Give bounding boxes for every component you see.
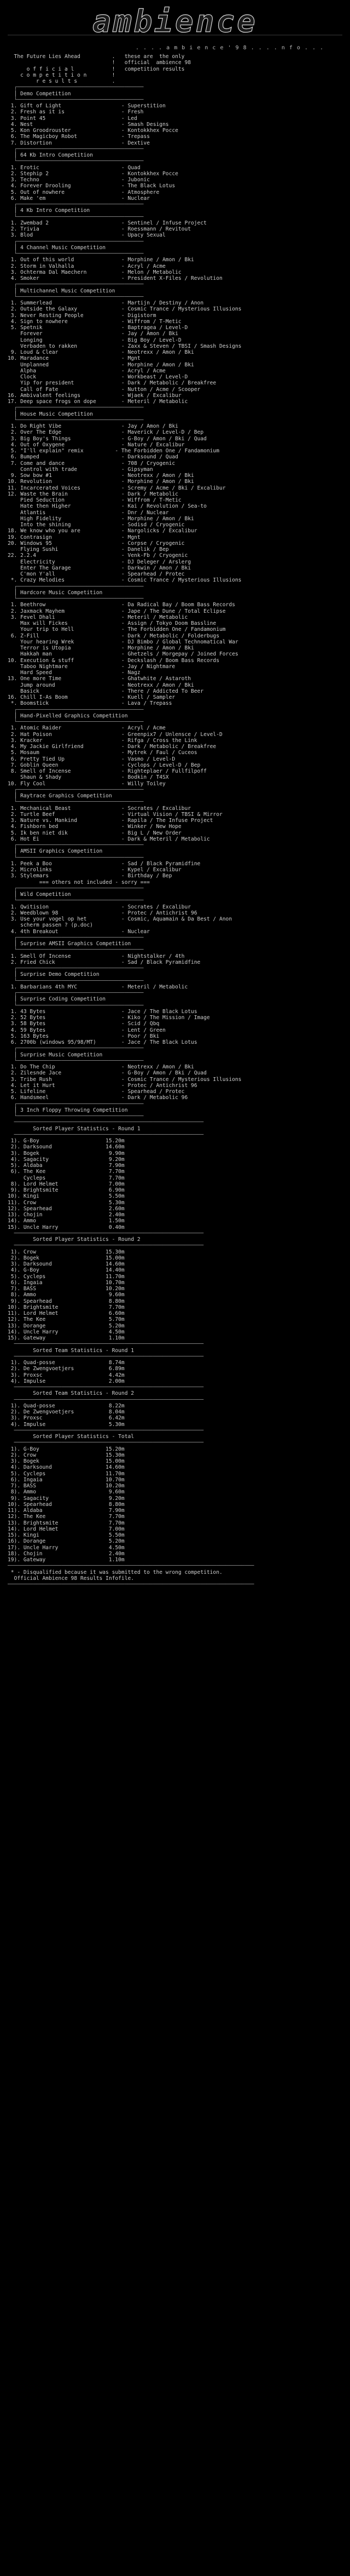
result-entry: 5. Out of nowhere - Atmosphere xyxy=(8,189,160,196)
tagline: . . . . a m b i e n c e ' 9 8 . . . . n f o . . . xyxy=(136,45,324,51)
stats-row: 4). Impulse 5.30m xyxy=(8,1421,125,1428)
stats-row: 5). Cycleps 11.70m xyxy=(8,1470,125,1477)
result-entry: 6. Handsmeel - Dark / Metabolic 96 xyxy=(8,1095,188,1101)
stats-row: 16). Dorange 5.20m xyxy=(8,1538,125,1545)
result-entry: 5. 163 Bytes - Poor / Bki xyxy=(8,1033,160,1039)
result-entry: 10. Fly Cool - Willy Toiley xyxy=(8,780,166,787)
result-entry: 3. Never Resting People - Digistorm xyxy=(8,312,156,319)
stats-row: 11). Lord Helmet 6.60m xyxy=(8,1310,125,1316)
stats-row: 12). The Kee 7.70m xyxy=(8,1514,125,1520)
result-entry: 2. Turtle Beef - Virtual Vision / TBSI & Mirror xyxy=(8,811,223,818)
result-entry: 4. Sign to nowhere - Wiffrom / T-Metic xyxy=(8,318,182,325)
ascii-border: └──────────────────────────────────────── xyxy=(8,1113,144,1119)
stats-row: 6). The Kee 7.70m xyxy=(8,1169,125,1175)
ascii-border: ──────────────────────────────────────────────────────────── xyxy=(8,1131,204,1138)
stats-row: 1). Quad-posse 8.74m xyxy=(8,1360,125,1366)
ascii-border: └──────────────────────────────────────── xyxy=(8,947,144,953)
ascii-border: ┌──────────────────────────────────────── xyxy=(8,1045,144,1052)
result-entry: 3. Techno - Jubonic xyxy=(8,177,150,183)
ascii-border: ┌──────────────────────────────────────── xyxy=(8,1101,144,1107)
ascii-border: ┌──────────────────────────────────────── xyxy=(8,281,144,288)
result-entry: 3. 58 Bytes - Scid / Qbq xyxy=(8,1021,160,1027)
section-title: Wild Competition xyxy=(20,892,71,898)
section-header: │ 4 Channel Music Competition xyxy=(8,244,106,251)
ascii-border: ──────────────────────────────────────────────────────────── xyxy=(8,1230,204,1237)
ascii-border: ┌──────────────────────────────────────── xyxy=(8,885,144,892)
result-entry: 3. Point 45 - Led xyxy=(8,115,137,122)
result-entry: 1. Atomic Raider - Acryl / Acme xyxy=(8,725,166,732)
result-entry: Shaun & Shady - Bodkin / T4SX xyxy=(8,774,169,781)
stats-row: 10). Spearhead 8.80m xyxy=(8,1501,125,1508)
result-entry: 13. One more Time - Ghatwhite / Astaroth xyxy=(8,676,191,682)
section-header: │ 64 Kb Intro Competition xyxy=(8,152,93,158)
ascii-border: ┌──────────────────────────────────────── xyxy=(8,405,144,411)
result-entry: 3. Fevel Dhali - Meteril / Metabolic xyxy=(8,614,188,620)
section-header: │ Wild Competition xyxy=(8,892,71,898)
result-entry: 4. Fishborn bed - Winker / New Hope xyxy=(8,824,182,830)
result-entry: Basick - There / Addicted To Beer xyxy=(8,688,204,694)
section-header: │ AMSII Graphics Competition xyxy=(8,848,103,855)
result-entry: Alpha - Acryl / Acme xyxy=(8,367,166,374)
result-entry: 5. Spetnik - Baptragea / Level-D xyxy=(8,325,188,331)
result-entry: Jump around - Neotrexx / Amon / Bki xyxy=(8,682,194,688)
result-entry: 10. Maradance - Mgnt xyxy=(8,355,141,362)
result-entry: 20. Windows 95 - Corpse / Cryogenic xyxy=(8,540,185,547)
result-entry: 6. Pretty Tied Up - Vasmo / Level-D xyxy=(8,756,176,762)
result-entry: 7. Distortion - Dextive xyxy=(8,140,150,146)
section-header: │ 4 Kb Intro Competition xyxy=(8,208,90,214)
stats-title: Sorted Team Statistics - Round 2 xyxy=(8,1390,135,1397)
section-title: Raytrace Graphics Competition xyxy=(20,793,112,799)
result-entry: 9. Sow bow #1 - Neotrexx / Amon / Bki xyxy=(8,473,194,479)
stats-row: 2). Bogek 15.00m xyxy=(8,1255,125,1261)
stats-row: 8). Ammo 9.60m xyxy=(8,1292,125,1298)
result-entry: 11. Incarcerated Voices - Scremy / Acme / Bki / Excalibur xyxy=(8,485,226,491)
section-header: │ 3 Inch Floppy Throwing Competition xyxy=(8,1107,128,1113)
ascii-border: └──────────────────────────────────────── xyxy=(8,799,144,806)
ascii-border: └──────────────────────────────────────── xyxy=(8,158,144,165)
result-entry: 1. Mechanical Beast - Socrates / Excalibur xyxy=(8,805,191,812)
result-entry: 7. Goblin Queen - Cyclops / Level-D / Bep xyxy=(8,762,201,768)
result-entry: 1. Smell Of Incense - Nightstalker / 4th xyxy=(8,953,185,959)
result-entry: 3. Ochterma Dal Maechern - Melon / Metabolic xyxy=(8,269,182,275)
result-entry: 6. Bumped - Darksound / Quad xyxy=(8,454,178,461)
result-entry: 17. Deep space frogs on dope - Meteril / Metabolic xyxy=(8,399,188,405)
section-title: 4 Kb Intro Competition xyxy=(20,208,90,214)
stats-row: 5). Aldaba 7.90m xyxy=(8,1163,125,1169)
result-entry: 4. 59 Bytes - Lent / Green xyxy=(8,1027,166,1033)
section-title: Demo Competition xyxy=(20,90,71,97)
ascii-border: ┌──────────────────────────────────────── xyxy=(8,583,144,590)
stats-title: Sorted Player Statistics - Round 2 xyxy=(8,1237,141,1243)
result-entry: High Fidelity - Morphine / Amon / Bki xyxy=(8,515,194,522)
intro-line: ! official ambience 98 xyxy=(8,60,191,66)
stats-row: 15). Gateway 1.10m xyxy=(8,1335,125,1341)
result-entry: 6. Make 'em - Nuclear xyxy=(8,195,150,202)
section-title: Surprise Demo Competition xyxy=(20,971,100,978)
result-entry: Longing - Big Boy / Level-D xyxy=(8,337,182,343)
result-entry: 4. Smoker - President X-Files / Revolution xyxy=(8,275,223,281)
result-entry: Max will Fickes - Assign / Tokyo Doom Bassline xyxy=(8,620,217,626)
results-text xyxy=(8,54,342,1588)
intro-line: o f f i c i a l ! competition results xyxy=(8,66,185,72)
stats-row: 2). De Zwengvoetjers 8.04m xyxy=(8,1409,125,1415)
ascii-border: ────────────────────────────────────────────────────────────────────────────── xyxy=(8,1563,254,1569)
ascii-border: └──────────────────────────────────────── xyxy=(8,1002,144,1009)
result-entry: 1. 43 Bytes - Jace / The Black Lotus xyxy=(8,1008,197,1015)
stats-row: 3). Darksound 14.60m xyxy=(8,1261,125,1267)
result-entry: Clock - Workbeast / Level-D xyxy=(8,374,188,380)
result-entry: 1. Qwitision - Socrates / Excalibur xyxy=(8,904,191,910)
stats-row: 10). Kingi 5.50m xyxy=(8,1193,125,1200)
result-entry: 1. Do Right Vibe - Jay / Amon / Bki xyxy=(8,423,178,429)
result-entry: 3. Blod - Upacy Sexual xyxy=(8,232,166,239)
section-title: Surprise Coding Competition xyxy=(20,996,106,1003)
result-entry: 12. Waste the Brain - Dark / Metabolic xyxy=(8,491,178,497)
result-entry: 10. Revolution - Morphine / Amon / Bki xyxy=(8,479,194,485)
stats-row: 13). Brightsmite 7.70m xyxy=(8,1520,125,1526)
result-entry: 4. 4th Breakout - Nuclear xyxy=(8,928,150,935)
result-entry: Into the shining - Sodisd / Cryogenic xyxy=(8,522,185,528)
result-entry: 2. Fresh as it is - Fresh xyxy=(8,109,144,116)
stats-row: Cycleps 7.70m xyxy=(8,1175,125,1181)
ascii-border: ┌──────────────────────────────────────── xyxy=(8,84,144,91)
ascii-border: ──────────────────────────────────────────────────────────── xyxy=(8,1396,204,1403)
result-entry: 3. Kracker - Rifga / Cross the Link xyxy=(8,737,197,744)
stats-row: 4). Sagacity 9.20m xyxy=(8,1156,125,1163)
section-title: Hand-Pixelled Graphics Competition xyxy=(20,712,128,719)
result-entry: 5. Lifeline - Spearhead / Protec xyxy=(8,1089,185,1095)
stats-row: 9). Spearhead 8.80m xyxy=(8,1298,125,1304)
result-entry: 9. Loud & Clear - Neotrexx / Amon / Bki xyxy=(8,349,194,355)
stats-row: 13). Chojin 2.40m xyxy=(8,1212,125,1218)
result-entry: 16. Chill I-As Boom - Kuell / Sampler xyxy=(8,694,176,700)
result-entry: 2. Stephip 2 - Kontokkhex Pocce xyxy=(8,170,178,177)
result-entry: Atlantis - Dnr / Nuclear xyxy=(8,509,169,516)
section-title: AMSII Graphics Competition xyxy=(20,848,103,855)
result-entry: 19. Contrasign - Mgnt xyxy=(8,534,141,540)
result-entry: 2. Hat Poison - Greenpix7 / Unlensce / Level-D xyxy=(8,731,223,738)
stats-row: 15). Kingi 5.50m xyxy=(8,1532,125,1538)
intro-line: c o m p e t i t i o n ! xyxy=(8,72,115,78)
result-entry: 3. Nature vs. Mankind - Rapila / The Infuse Project xyxy=(8,818,213,824)
result-entry: 2. Jaxmack Mayhem - Jape / The Dune / Total Eclipse xyxy=(8,608,226,614)
ascii-border: ┌──────────────────────────────────────── xyxy=(8,202,144,208)
section-title: House Music Competition xyxy=(20,411,93,417)
stats-row: 2). De Zwengvoetjers 6.89m xyxy=(8,1366,125,1372)
ascii-border: └──────────────────────────────────────── xyxy=(8,898,144,904)
result-entry: 16. Ambivalent feelings - Wjaek / Excalibur xyxy=(8,392,182,399)
stats-row: 14). Uncle Harry 4.50m xyxy=(8,1329,125,1335)
stats-row: 9). Sagacity 9.20m xyxy=(8,1495,125,1502)
result-entry: Electricity - DJ Deleger / Arslerg xyxy=(8,559,191,565)
stats-row: 2). Darksound 14.60m xyxy=(8,1144,125,1151)
result-entry: Terror is Utopia - Morphine / Amon / Bki xyxy=(8,645,194,651)
logo-text: ambience xyxy=(92,7,258,39)
result-entry: 18. We know who you are - Nargolicks / Excalibur xyxy=(8,528,197,534)
ascii-border: ┌──────────────────────────────────────── xyxy=(8,786,144,793)
result-entry: 5. Mosaum - Mytrek / Faul / Cuceos xyxy=(8,750,197,756)
result-entry: 6. Hot Ei - Dark & Meteril / Metabolic xyxy=(8,836,210,842)
result-entry: Unplanned - Morphine / Amon / Bki xyxy=(8,361,194,368)
intro-line: The Future Lies Ahead . these are the only xyxy=(8,54,185,60)
ascii-border: └──────────────────────────────────────── xyxy=(8,719,144,725)
ascii-border: └──────────────────────────────────────── xyxy=(8,1057,144,1064)
result-entry: 7. Come and dance - 708 / Cryogenic xyxy=(8,460,176,467)
ascii-border: └──────────────────────────────────────── xyxy=(8,978,144,984)
stats-row: 8). Lord Helmet 7.00m xyxy=(8,1181,125,1187)
result-entry: 2. Storm in Valhalla - Acryl / Acme xyxy=(8,263,166,269)
ascii-border: ──────────────────────────────────────────────────────────── xyxy=(8,1427,204,1434)
result-entry: 1. Zwembad 2 - Sentinel / Infuse Project xyxy=(8,220,207,226)
ascii-border: └──────────────────────────────────────── xyxy=(8,294,144,300)
result-entry: 2. Over The Edge - Maverick / Level-D / Bep xyxy=(8,429,204,436)
ascii-border: └──────────────────────────────────────── xyxy=(8,96,144,103)
stats-row: 12). Spearhead 2.60m xyxy=(8,1205,125,1212)
ascii-border: ┌──────────────────────────────────────── xyxy=(8,238,144,245)
stats-row: 11). Aldaba 7.90m xyxy=(8,1508,125,1514)
stats-row: 3). Bogek 9.90m xyxy=(8,1150,125,1157)
section-title: Surprise Music Competition xyxy=(20,1051,103,1058)
stats-row: 6). Ingaia 10.70m xyxy=(8,1279,125,1286)
stats-row: 1). G-Boy 15.20m xyxy=(8,1138,125,1144)
result-entry: 2. Fried Chick - Sad / Black Pyramidfine xyxy=(8,959,201,965)
ascii-border: └──────────────────────────────────────── xyxy=(8,854,144,861)
result-entry: 6. The Magicboy Robot - Trepass xyxy=(8,134,150,140)
section-title: 4 Channel Music Competition xyxy=(20,244,106,251)
result-entry: 1. Barbarians 4th MYC - Meteril / Metabolic xyxy=(8,984,188,990)
result-entry: 6. 2700b (windows 95/98/MT) - Jace / The Black Lotus xyxy=(8,1039,197,1045)
result-entry: 1. Beethrow - Da Radical Bay / Boom Bass Records xyxy=(8,602,235,608)
result-entry: Enter The Garage - Darkwin / Amon / Bki xyxy=(8,565,191,571)
ascii-border: └──────────────────────────────────────── xyxy=(8,417,144,423)
stats-row: 1). Quad-posse 8.22m xyxy=(8,1402,125,1409)
ascii-border: ──────────────────────────────────────────────────────────── xyxy=(8,1384,204,1390)
section-title: 3 Inch Floppy Throwing Competition xyxy=(20,1107,128,1113)
result-entry: 4. Out of Oxygene - Nature / Excalibur xyxy=(8,441,185,448)
result-entry: *. Boomstick - Lava / Trepass xyxy=(8,700,172,707)
result-entry: Flying Sushi - Danelik / Bep xyxy=(8,547,169,553)
ascii-border: └──────────────────────────────────────── xyxy=(8,214,144,220)
ascii-border: ┌──────────────────────────────────────── xyxy=(8,990,144,996)
result-entry: Control with trade - Gipsyman xyxy=(8,466,153,473)
result-entry: Your hearing Wrek - DJ Bimbo / Global Technomatical War xyxy=(8,639,238,645)
result-entry: Hate then Higher - Kai / Revolution / Sea-to xyxy=(8,503,207,510)
stats-row: 4). G-Boy 14.40m xyxy=(8,1267,125,1274)
stats-row: 3). Proxsc 4.42m xyxy=(8,1372,125,1378)
stats-title: Sorted Player Statistics - Round 1 xyxy=(8,1125,141,1132)
result-entry: 4. Forever Drooling - The Black Lotus xyxy=(8,183,176,189)
result-entry: C'mon Y'all - Spearhead / Protec xyxy=(8,571,185,577)
result-entry: Hakkah man - Ghetzels / Morgepay / Joined Forces xyxy=(8,651,238,658)
result-entry: 22. 2.2.4 - Venk-Fb / Cryogenic xyxy=(8,553,188,559)
stats-row: 7). BASS 10.20m xyxy=(8,1483,125,1489)
result-entry: 2. Outside the Galaxy - Cosmic Trance / Mysterious Illusions xyxy=(8,306,242,313)
ascii-border: ┌──────────────────────────────────────── xyxy=(8,706,144,713)
result-entry: 3. Big Boy's Things - G-Boy / Amon / Bki / Quad xyxy=(8,435,207,442)
stats-row: 1). G-Boy 15.20m xyxy=(8,1446,125,1452)
result-entry: Hard Speed - Nagz xyxy=(8,670,141,676)
section-header: │ Multichannel Music Competition xyxy=(8,288,115,294)
section-title: Hardcore Music Competition xyxy=(20,589,103,596)
result-entry: 1. Out of this world - Morphine / Amon / Bki xyxy=(8,257,194,263)
stats-row: 9). Brightsmite 6.90m xyxy=(8,1187,125,1193)
result-entry: 4. Let it Hurt - Protec / Antichrist 96 xyxy=(8,1082,197,1089)
result-entry: 10. Execution & stuff - Deckslash / Boom Bass Records xyxy=(8,657,219,664)
result-entry: 3. Stylemars - Birthday / Bep xyxy=(8,873,172,879)
stats-row: 3). Bogek 15.00m xyxy=(8,1458,125,1464)
result-entry: 5. "I'll explain" remix - The Forbidden One / Fandamonium xyxy=(8,448,219,454)
ascii-border: ──────────────────────────────────────────────────────────── xyxy=(8,1440,204,1446)
result-entry: Pied Seduction - Wiffrom / T-Metic xyxy=(8,497,182,503)
stats-row: 1). Crow 15.30m xyxy=(8,1249,125,1255)
result-entry: Your trip to Hell - The Forbidden One / Fandamonium xyxy=(8,626,226,633)
stats-row: 6). Ingaia 10.70m xyxy=(8,1476,125,1483)
result-entry: 1. Peek a Boo - Sad / Black Pyramidfine xyxy=(8,860,201,867)
result-entry: 5. Kon Groodrouster - Kontokkhex Pocce xyxy=(8,128,178,134)
result-entry: Forever - Jay / Amon / Bki xyxy=(8,331,178,337)
result-entry: 2. Weedblown 98 - Protec / Antichrist 96 xyxy=(8,910,197,916)
ascii-border: ────────────────────────────────────────────────────────────────────────────── xyxy=(8,1582,254,1588)
stats-row: 4). Darksound 14.60m xyxy=(8,1464,125,1471)
stats-row: 19). Gateway 1.10m xyxy=(8,1557,125,1563)
stats-row: 15). Uncle Harry 0.40m xyxy=(8,1224,125,1231)
ascii-border: ──────────────────────────────────────────────────────────── xyxy=(8,1243,204,1249)
stats-row: 14). Ammo 1.50m xyxy=(8,1218,125,1224)
result-entry: 2. Zilesnde Jace - G-Boy / Amon / Bki / Quad xyxy=(8,1070,207,1077)
ascii-border: ┌──────────────────────────────────────── xyxy=(8,842,144,848)
ascii-border: ──────────────────────────────────────────────────────────── xyxy=(8,1119,204,1126)
ascii-border: ┌──────────────────────────────────────── xyxy=(8,934,144,941)
stats-row: 14). Lord Helmet 7.00m xyxy=(8,1526,125,1532)
footer-line: Official Ambience 98 Results Infofile. xyxy=(8,1575,135,1582)
section-header: │ Surprise Coding Competition xyxy=(8,996,106,1003)
stats-title: Sorted Team Statistics - Round 1 xyxy=(8,1347,135,1354)
result-entry: 3. Use your vogel op het - Cosmic, Aquamain & Da Best / Anon xyxy=(8,916,232,922)
result-entry: 4. My Jackie Girlfriend - Dark / Metabolic / Breakfree xyxy=(8,744,217,750)
result-entry: === others not included - sorry === xyxy=(8,879,150,886)
result-entry: 4. Nest - Smash Designs xyxy=(8,121,169,128)
stats-row: 13). Dorange 5.20m xyxy=(8,1323,125,1329)
result-entry: 8. Smell of Incense - Righteplaer / Fullfilpoff xyxy=(8,768,207,774)
section-header: │ Surprise Demo Competition xyxy=(8,971,100,978)
stats-row: 11). Crow 5.30m xyxy=(8,1199,125,1206)
ascii-border: └──────────────────────────────────────── xyxy=(8,251,144,257)
section-title: 64 Kb Intro Competition xyxy=(20,152,93,158)
section-header: │ Surprise Music Competition xyxy=(8,1051,103,1058)
section-title: Surprise AMSII Graphics Competition xyxy=(20,941,131,947)
result-entry: scherm passen ? (p.doc) xyxy=(8,922,93,929)
ascii-border: ┌──────────────────────────────────────── xyxy=(8,965,144,971)
ascii-border: ──────────────────────────────────────────────────────────── xyxy=(8,1341,204,1348)
stats-row: 7). BASS 10.20m xyxy=(8,1286,125,1292)
stats-title: Sorted Player Statistics - Total xyxy=(8,1434,135,1440)
section-header: │ Surprise AMSII Graphics Competition xyxy=(8,941,131,947)
result-entry: 5. Ik ben niet dik - Big L / New Order xyxy=(8,830,182,836)
result-entry: 1. Summerlead - Martijn / Destiny / Anon xyxy=(8,300,204,306)
stats-row: 10). Brightsmite 7.70m xyxy=(8,1304,125,1310)
section-header: │ Hand-Pixelled Graphics Competition xyxy=(8,712,128,719)
section-header: │ House Music Competition xyxy=(8,411,93,417)
result-entry: 2. 52 Bytes - Kiko / The Mission / Image xyxy=(8,1015,210,1021)
section-header: │ Raytrace Graphics Competition xyxy=(8,793,112,799)
result-entry: *. Crazy Melodies - Cosmic Trance / Mysterious Illusions xyxy=(8,577,242,584)
section-title: Multichannel Music Competition xyxy=(20,288,115,294)
result-entry: 1. Do The Chip - Neotrexx / Amon / Bki xyxy=(8,1064,194,1070)
result-entry: Yip for president - Dark / Metabolic / Breakfree xyxy=(8,380,217,387)
stats-row: 2). Crow 15.30m xyxy=(8,1452,125,1458)
result-entry: 6. Z-Fill - Dark / Metabolic / Folderbugs xyxy=(8,633,219,639)
result-entry: 2. Trivia - Roessmann / Revitout xyxy=(8,226,191,232)
result-entry: Call of Fate - Nutton / Acme / Scooper xyxy=(8,386,201,393)
stats-row: 3). Proxsc 6.42m xyxy=(8,1415,125,1422)
ascii-border: ┌──────────────────────────────────────── xyxy=(8,146,144,152)
result-entry: 2. Microlinks - Kypel / Excalibur xyxy=(8,867,182,873)
stats-row: 12). The Kee 5.70m xyxy=(8,1316,125,1323)
section-header: │ Hardcore Music Competition xyxy=(8,589,103,596)
result-entry: 1. Gift of Light - Superstition xyxy=(8,103,166,109)
stats-row: 8). Ammo 9.60m xyxy=(8,1489,125,1496)
intro-line: r e s u l t s . xyxy=(8,78,115,84)
result-entry: 3. Tribe Rush - Cosmic Trance / Mysterious Illusions xyxy=(8,1076,242,1083)
result-entry: 1. Erotic - Quad xyxy=(8,164,141,171)
result-entry: Verbaden to rakken - Zaxx & Steven / TBSI / Smash Designs xyxy=(8,343,242,349)
stats-row: 18). Chojin 2.40m xyxy=(8,1550,125,1557)
ascii-border: ──────────────────────────────────────────────────────────── xyxy=(8,1353,204,1360)
ascii-border: └──────────────────────────────────────── xyxy=(8,596,144,602)
result-entry: Taboo Nightmare - Jay / Nightmare xyxy=(8,663,176,670)
section-header: │ Demo Competition xyxy=(8,90,71,97)
stats-row: 5). Cycleps 11.70m xyxy=(8,1273,125,1280)
stats-row: 17). Uncle Harry 4.50m xyxy=(8,1544,125,1551)
stats-row: 4). Impulse 2.00m xyxy=(8,1378,125,1384)
footer-line: * - Disqualified because it was submitted to the wrong competition. xyxy=(8,1569,223,1576)
